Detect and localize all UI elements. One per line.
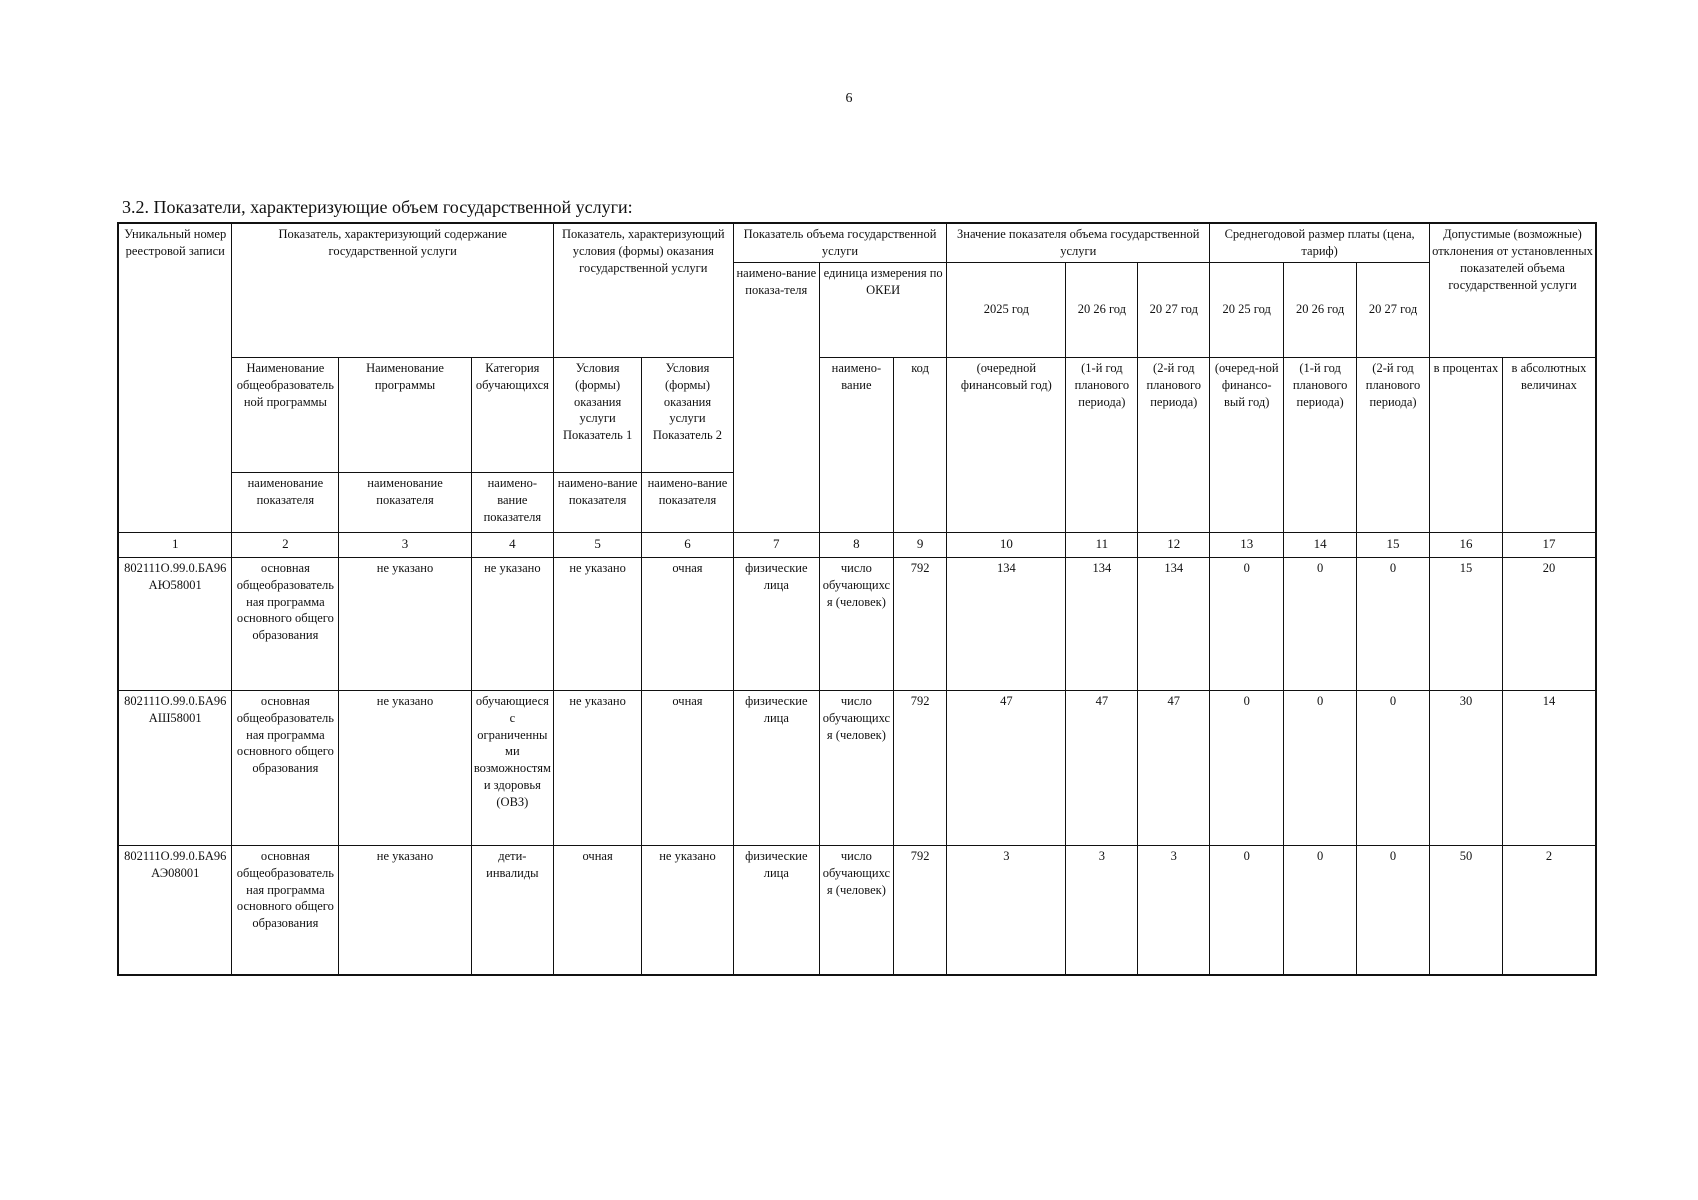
value-2025-cell: 47: [947, 690, 1066, 845]
value-2026-cell: 47: [1066, 690, 1138, 845]
registry-number: 802111О.99.0.БА96АШ58001: [118, 690, 232, 845]
fee-2025-cell: 0: [1210, 557, 1284, 690]
program-name-cell: не указано: [339, 557, 471, 690]
deviation-percent-cell: 15: [1429, 557, 1502, 690]
condition1-cell: очная: [553, 845, 641, 975]
column-number: 1: [118, 532, 232, 557]
value-2027-cell: 134: [1138, 557, 1210, 690]
deviation-absolute-cell: 14: [1502, 690, 1596, 845]
fee-2026-cell: 0: [1284, 690, 1357, 845]
unit-cell: число обучающихся (человек): [819, 845, 893, 975]
value-2026-cell: 134: [1066, 557, 1138, 690]
registry-number: 802111О.99.0.БА96АЭ08001: [118, 845, 232, 975]
header-next-fin-year: (очередной финансовый год): [947, 357, 1066, 532]
header-ind-name-6: наимено-вание показателя: [642, 472, 733, 532]
header-volume-group: Показатель объема государственной услуги: [733, 223, 947, 262]
deviation-absolute-cell: 20: [1502, 557, 1596, 690]
header-sub-program: Наименование программы: [339, 357, 471, 472]
program-cell: основная общеобразовательная программа основного общего образования: [232, 690, 339, 845]
header-registry: Уникальный номер реестровой записи: [118, 223, 232, 532]
unit-cell: число обучающихся (человек): [819, 557, 893, 690]
header-okei-code: код: [893, 357, 946, 532]
code-cell: 792: [893, 557, 946, 690]
header-dev-percent: в процентах: [1429, 357, 1502, 532]
section-title: 3.2. Показатели, характеризующие объем государственной услуги:: [122, 197, 633, 217]
header-year-2025: 2025 год: [947, 262, 1066, 357]
volume-name-cell: физические лица: [733, 845, 819, 975]
column-number: 5: [553, 532, 641, 557]
column-number: 8: [819, 532, 893, 557]
condition1-cell: не указано: [553, 557, 641, 690]
table-row: [118, 690, 1596, 845]
column-number: 9: [893, 532, 946, 557]
header-plan1: (1-й год планового периода): [1066, 357, 1138, 532]
column-number: 4: [471, 532, 553, 557]
deviation-absolute-cell: 2: [1502, 845, 1596, 975]
page-number: 6: [845, 91, 853, 106]
column-number: 2: [232, 532, 339, 557]
volume-indicators-table: [117, 222, 1597, 976]
header-okei-unit: единица измерения по ОКЕИ: [819, 262, 946, 357]
value-2025-cell: 3: [947, 845, 1066, 975]
header-plan2: (2-й год планового периода): [1138, 357, 1210, 532]
header-fee-2025: 20 25 год: [1210, 262, 1284, 357]
header-fee-2027: 20 27 год: [1357, 262, 1430, 357]
header-fee-plan2: (2-й год планового периода): [1357, 357, 1430, 532]
deviation-percent-cell: 50: [1429, 845, 1502, 975]
unit-cell: число обучающихся (человек): [819, 690, 893, 845]
condition1-cell: не указано: [553, 690, 641, 845]
condition2-cell: очная: [642, 557, 733, 690]
fee-2026-cell: 0: [1284, 845, 1357, 975]
column-number: 3: [339, 532, 471, 557]
value-2027-cell: 47: [1138, 690, 1210, 845]
fee-2025-cell: 0: [1210, 845, 1284, 975]
deviation-percent-cell: 30: [1429, 690, 1502, 845]
column-numbers-row: [118, 532, 1596, 557]
column-number: 12: [1138, 532, 1210, 557]
category-cell: не указано: [471, 557, 553, 690]
header-okei-name: наимено-вание: [819, 357, 893, 532]
condition2-cell: очная: [642, 690, 733, 845]
program-name-cell: не указано: [339, 690, 471, 845]
column-number: 10: [947, 532, 1066, 557]
column-number: 11: [1066, 532, 1138, 557]
code-cell: 792: [893, 690, 946, 845]
column-number: 14: [1284, 532, 1357, 557]
header-dev-absolute: в абсолютных величинах: [1502, 357, 1596, 532]
column-number: 6: [642, 532, 733, 557]
header-ind-name-4: наимено-вание показателя: [471, 472, 553, 532]
header-volume-value-group: Значение показателя объема государственной услуги: [947, 223, 1210, 262]
fee-2026-cell: 0: [1284, 557, 1357, 690]
header-sub-category: Категория обучающихся: [471, 357, 553, 472]
fee-2025-cell: 0: [1210, 690, 1284, 845]
header-fee-2026: 20 26 год: [1284, 262, 1357, 357]
fee-2027-cell: 0: [1357, 557, 1430, 690]
header-sub-cond1: Условия (формы) оказания услуги Показатель 1: [553, 357, 641, 472]
volume-name-cell: физические лица: [733, 557, 819, 690]
condition2-cell: не указано: [642, 845, 733, 975]
value-2027-cell: 3: [1138, 845, 1210, 975]
volume-name-cell: физические лица: [733, 690, 819, 845]
header-fee-next: (очеред-ной финансо-вый год): [1210, 357, 1284, 532]
header-fee-plan1: (1-й год планового периода): [1284, 357, 1357, 532]
category-cell: дети-инвалиды: [471, 845, 553, 975]
column-number: 7: [733, 532, 819, 557]
fee-2027-cell: 0: [1357, 845, 1430, 975]
program-cell: основная общеобразовательная программа основного общего образования: [232, 845, 339, 975]
column-number: 13: [1210, 532, 1284, 557]
header-ind-name-3: наименование показателя: [339, 472, 471, 532]
header-conditions-group: Показатель, характеризующий условия (формы) оказания государственной услуги: [553, 223, 733, 357]
program-cell: основная общеобразовательная программа основного общего образования: [232, 557, 339, 690]
header-volume-name: наимено-вание показа-теля: [733, 262, 819, 532]
header-ind-name-5: наимено-вание показателя: [553, 472, 641, 532]
header-year-2026: 20 26 год: [1066, 262, 1138, 357]
header-sub-cond2: Условия (формы) оказания услуги Показатель 2: [642, 357, 733, 472]
registry-number: 802111О.99.0.БА96АЮ58001: [118, 557, 232, 690]
category-cell: обучающиеся с ограниченными возможностями здоровья (ОВЗ): [471, 690, 553, 845]
column-number: 17: [1502, 532, 1596, 557]
program-name-cell: не указано: [339, 845, 471, 975]
table-row: [118, 845, 1596, 975]
fee-2027-cell: 0: [1357, 690, 1430, 845]
header-sub-program-name: Наименование общеобразовательной программы: [232, 357, 339, 472]
code-cell: 792: [893, 845, 946, 975]
value-2025-cell: 134: [947, 557, 1066, 690]
column-number: 16: [1429, 532, 1502, 557]
table-row: [118, 557, 1596, 690]
header-deviation-group: Допустимые (возможные) отклонения от установленных показателей объема государственной услуги: [1429, 223, 1596, 357]
header-ind-name-2: наименование показателя: [232, 472, 339, 532]
header-year-2027: 20 27 год: [1138, 262, 1210, 357]
header-fee-group: Среднегодовой размер платы (цена, тариф): [1210, 223, 1430, 262]
header-content-group: Показатель, характеризующий содержание государственной услуги: [232, 223, 553, 357]
value-2026-cell: 3: [1066, 845, 1138, 975]
column-number: 15: [1357, 532, 1430, 557]
